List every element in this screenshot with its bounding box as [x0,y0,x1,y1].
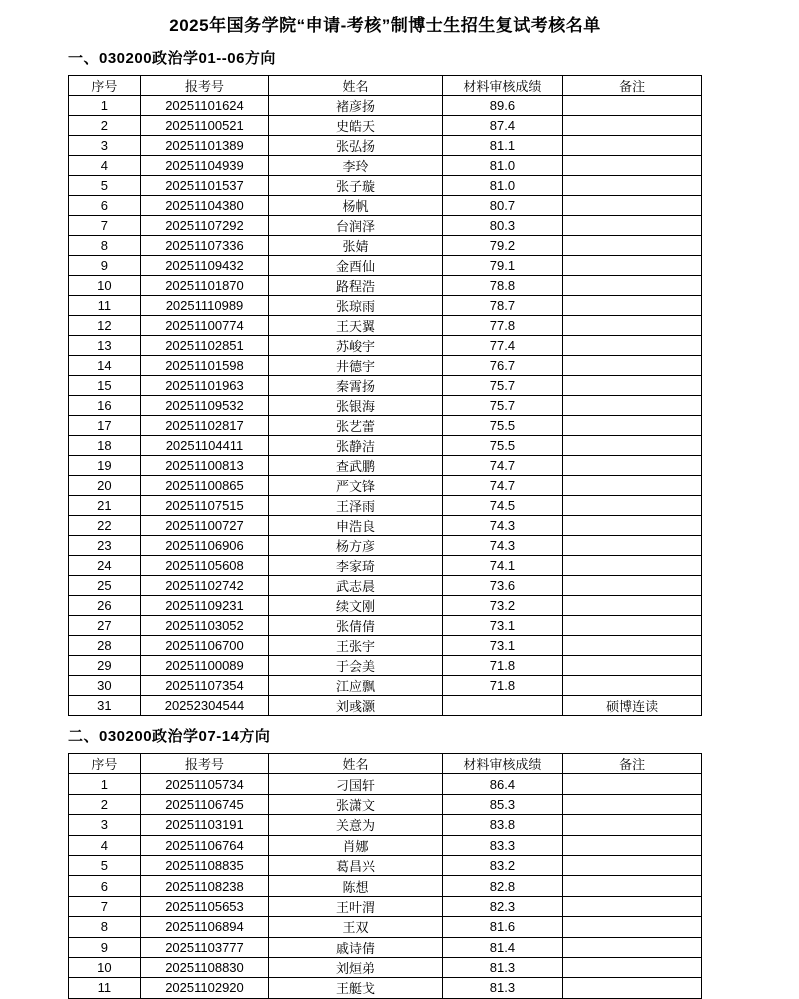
table-cell: 74.7 [442,476,563,496]
table-row [69,196,702,216]
table-cell: 74.7 [442,456,563,476]
table-row [69,176,702,196]
table-row [69,978,702,998]
section-heading-07-14: 二、030200政治学07-14方向 [68,728,271,745]
section-politics-01-06 [68,49,702,716]
table-cell: 褚彦扬 [269,96,442,116]
table-row [69,316,702,336]
table-row [69,794,702,814]
table-cell: 20251100865 [140,476,268,496]
table-row [69,835,702,855]
table-cell [563,835,702,855]
table-row [69,276,702,296]
table-cell: 20251102851 [140,336,268,356]
table-cell: 刁国轩 [269,774,442,794]
table-row [69,216,702,236]
table-cell [563,978,702,998]
table-cell: 12 [69,316,141,336]
table-cell [563,96,702,116]
table-cell: 16 [69,396,141,416]
table-cell: 82.3 [442,896,563,916]
table-cell: 王艇戈 [269,978,442,998]
table-cell: 张子璇 [269,176,442,196]
table-cell [563,876,702,896]
table-row [69,296,702,316]
table-cell [563,376,702,396]
table-cell: 王泽雨 [269,496,442,516]
table-cell: 20251106745 [140,794,268,814]
table-cell: 74.3 [442,516,563,536]
table-cell: 杨帆 [269,196,442,216]
table-row [69,136,702,156]
table-cell: 77.4 [442,336,563,356]
table-cell: 17 [69,416,141,436]
table-cell: 路程浩 [269,276,442,296]
table-cell [563,896,702,916]
roster-table-01-06 [68,75,702,716]
table-cell: 20251109432 [140,256,268,276]
table-cell: 戚诗倩 [269,937,442,957]
table-cell: 4 [69,156,141,176]
table-cell: 25 [69,576,141,596]
table-cell: 85.3 [442,794,563,814]
table-cell: 李家琦 [269,556,442,576]
table-cell: 4 [69,835,141,855]
table-cell: 20251106906 [140,536,268,556]
table-cell: 5 [69,855,141,875]
table-cell: 严文锋 [269,476,442,496]
table-cell: 75.5 [442,416,563,436]
table-cell: 3 [69,136,141,156]
table-cell: 20251101624 [140,96,268,116]
table-cell: 77.8 [442,316,563,336]
table-cell: 20251103191 [140,815,268,835]
table-cell: 张静洁 [269,436,442,456]
table-cell: 7 [69,896,141,916]
column-header: 姓名 [269,754,442,774]
table-cell: 王双 [269,917,442,937]
table-cell: 83.8 [442,815,563,835]
table-cell: 5 [69,176,141,196]
document-page [68,0,702,999]
table-cell [563,516,702,536]
table-row [69,957,702,977]
table-cell: 23 [69,536,141,556]
table-cell: 11 [69,978,141,998]
table-cell: 20251105734 [140,774,268,794]
table-cell: 20251100089 [140,656,268,676]
table-cell: 20251105653 [140,896,268,916]
table-row [69,937,702,957]
table-cell: 87.4 [442,116,563,136]
table-cell: 28 [69,636,141,656]
table-cell: 20251102817 [140,416,268,436]
table-cell: 9 [69,937,141,957]
table-cell [563,456,702,476]
table-cell: 20251100774 [140,316,268,336]
table-cell: 78.7 [442,296,563,316]
table-cell: 75.5 [442,436,563,456]
table-cell: 葛昌兴 [269,855,442,875]
table-cell: 83.2 [442,855,563,875]
table-cell [563,416,702,436]
table-cell: 7 [69,216,141,236]
table-cell: 24 [69,556,141,576]
column-header: 序号 [69,754,141,774]
table-cell: 71.8 [442,676,563,696]
table-row [69,336,702,356]
table-cell: 20251107336 [140,236,268,256]
table-cell: 13 [69,336,141,356]
table-cell: 20251106894 [140,917,268,937]
table-cell: 11 [69,296,141,316]
table-cell: 20251109231 [140,596,268,616]
table-cell: 王天翼 [269,316,442,336]
table-cell: 81.0 [442,176,563,196]
table-cell: 查武鹏 [269,456,442,476]
column-header: 备注 [563,754,702,774]
table-cell: 78.8 [442,276,563,296]
table-cell: 9 [69,256,141,276]
table-row [69,636,702,656]
table-cell: 20251107354 [140,676,268,696]
table-row [69,676,702,696]
table-cell: 18 [69,436,141,456]
table-cell: 20251104380 [140,196,268,216]
table-cell [563,336,702,356]
table-cell [563,616,702,636]
table-cell: 20251103052 [140,616,268,636]
table-cell [563,296,702,316]
table-cell: 关意为 [269,815,442,835]
table-cell [563,156,702,176]
table-cell [563,596,702,616]
table-row [69,516,702,536]
table-cell: 81.0 [442,156,563,176]
table-row [69,156,702,176]
table-cell: 15 [69,376,141,396]
table-cell [563,116,702,136]
table-cell: 30 [69,676,141,696]
table-cell: 20251106700 [140,636,268,656]
table-cell: 秦霄扬 [269,376,442,396]
table-cell [563,636,702,656]
table-cell: 续文刚 [269,596,442,616]
table-cell: 20251103777 [140,937,268,957]
table-row [69,576,702,596]
table-cell: 81.3 [442,978,563,998]
table-row [69,656,702,676]
table-row [69,476,702,496]
table-cell [563,917,702,937]
table-cell: 20251108238 [140,876,268,896]
table-cell: 张潇文 [269,794,442,814]
table-cell: 20251110989 [140,296,268,316]
table-cell: 江应飘 [269,676,442,696]
table-row [69,556,702,576]
table-cell: 王张宇 [269,636,442,656]
table-cell: 19 [69,456,141,476]
table-header-row [69,754,702,774]
column-header: 报考号 [140,754,268,774]
table-cell: 20251100727 [140,516,268,536]
table-cell: 20251101537 [140,176,268,196]
table-cell: 于会美 [269,656,442,676]
table-cell: 20252304544 [140,696,268,716]
table-cell [563,436,702,456]
table-cell: 20251105608 [140,556,268,576]
table-row [69,696,702,716]
table-cell [563,496,702,516]
table-cell [563,396,702,416]
table-cell: 6 [69,876,141,896]
table-row [69,596,702,616]
table-row [69,855,702,875]
table-row [69,774,702,794]
table-cell: 73.1 [442,616,563,636]
table-cell: 10 [69,957,141,977]
table-cell: 80.7 [442,196,563,216]
table-row [69,116,702,136]
table-cell: 20251108830 [140,957,268,977]
table-cell: 肖娜 [269,835,442,855]
table-cell [563,794,702,814]
table-cell: 75.7 [442,376,563,396]
table-row [69,896,702,916]
table-cell: 张银海 [269,396,442,416]
table-cell: 申浩良 [269,516,442,536]
table-cell: 20251101963 [140,376,268,396]
section-heading-01-06: 一、030200政治学01--06方向 [68,50,276,67]
table-cell: 张倩倩 [269,616,442,636]
column-header: 材料审核成绩 [442,76,563,96]
table-cell: 89.6 [442,96,563,116]
table-cell: 81.4 [442,937,563,957]
table-row [69,815,702,835]
table-cell: 20251109532 [140,396,268,416]
table-cell: 73.1 [442,636,563,656]
table-cell: 6 [69,196,141,216]
table-cell [563,536,702,556]
table-cell: 2 [69,116,141,136]
table-cell: 李玲 [269,156,442,176]
table-cell: 武志晨 [269,576,442,596]
table-cell: 史皓天 [269,116,442,136]
column-header: 报考号 [140,76,268,96]
table-row [69,876,702,896]
table-cell: 硕博连读 [563,696,702,716]
table-cell [563,476,702,496]
table-cell: 陈想 [269,876,442,896]
table-row [69,536,702,556]
table-cell: 台润泽 [269,216,442,236]
table-cell: 20251102920 [140,978,268,998]
table-cell: 22 [69,516,141,536]
table-cell [563,356,702,376]
table-cell: 81.1 [442,136,563,156]
table-cell [563,196,702,216]
table-cell: 张琼雨 [269,296,442,316]
table-cell [563,236,702,256]
table-cell: 80.3 [442,216,563,236]
table-cell: 79.2 [442,236,563,256]
table-row [69,416,702,436]
table-cell: 20 [69,476,141,496]
roster-table-07-14 [68,753,702,999]
table-row [69,376,702,396]
table-row [69,256,702,276]
table-cell: 杨方彦 [269,536,442,556]
table-cell: 79.1 [442,256,563,276]
table-cell: 21 [69,496,141,516]
table-cell: 82.8 [442,876,563,896]
table-cell: 金酉仙 [269,256,442,276]
table-cell: 29 [69,656,141,676]
table-cell [563,256,702,276]
document-title: 2025年国务学院“申请-考核”制博士生招生复试考核名单 [169,16,601,35]
table-cell: 20251101598 [140,356,268,376]
column-header: 备注 [563,76,702,96]
table-cell: 26 [69,596,141,616]
column-header: 姓名 [269,76,442,96]
table-cell: 20251102742 [140,576,268,596]
table-row [69,356,702,376]
table-cell [563,774,702,794]
table-cell [563,176,702,196]
table-cell [563,216,702,236]
table-cell [563,136,702,156]
table-cell: 8 [69,236,141,256]
table-cell [442,696,563,716]
column-header: 材料审核成绩 [442,754,563,774]
table-cell: 20251104411 [140,436,268,456]
table-cell: 71.8 [442,656,563,676]
table-cell: 1 [69,774,141,794]
table-cell: 20251101870 [140,276,268,296]
table-cell [563,276,702,296]
table-cell: 张婧 [269,236,442,256]
table-cell: 76.7 [442,356,563,376]
table-cell: 3 [69,815,141,835]
table-cell: 20251108835 [140,855,268,875]
table-cell: 75.7 [442,396,563,416]
table-cell [563,815,702,835]
table-cell: 2 [69,794,141,814]
table-cell: 14 [69,356,141,376]
column-header: 序号 [69,76,141,96]
table-cell: 20251100813 [140,456,268,476]
table-cell [563,556,702,576]
table-cell [563,656,702,676]
table-cell [563,316,702,336]
table-row [69,96,702,116]
table-cell: 20251100521 [140,116,268,136]
table-cell: 苏峻宇 [269,336,442,356]
table-cell: 王叶渭 [269,896,442,916]
table-cell: 20251106764 [140,835,268,855]
table-cell: 86.4 [442,774,563,794]
table-row [69,496,702,516]
table-cell: 27 [69,616,141,636]
table-cell [563,957,702,977]
table-cell: 81.3 [442,957,563,977]
table-cell: 31 [69,696,141,716]
table-cell [563,937,702,957]
table-cell: 81.6 [442,917,563,937]
table-cell [563,855,702,875]
table-row [69,616,702,636]
table-cell: 20251107292 [140,216,268,236]
table-cell: 74.5 [442,496,563,516]
table-cell: 74.3 [442,536,563,556]
table-cell: 刘彧灏 [269,696,442,716]
table-cell: 井德宇 [269,356,442,376]
table-cell [563,576,702,596]
table-row [69,436,702,456]
table-cell: 20251104939 [140,156,268,176]
table-row [69,396,702,416]
table-cell: 20251101389 [140,136,268,156]
table-cell: 73.6 [442,576,563,596]
table-cell: 8 [69,917,141,937]
table-cell: 张弘扬 [269,136,442,156]
table-cell: 83.3 [442,835,563,855]
table-cell: 73.2 [442,596,563,616]
section-politics-07-14 [68,727,702,999]
table-cell: 74.1 [442,556,563,576]
table-cell: 20251107515 [140,496,268,516]
table-header-row [69,76,702,96]
table-cell: 1 [69,96,141,116]
table-cell: 张艺蕾 [269,416,442,436]
table-row [69,456,702,476]
table-row [69,236,702,256]
table-row [69,917,702,937]
table-cell [563,676,702,696]
table-cell: 10 [69,276,141,296]
table-cell: 刘烜弟 [269,957,442,977]
